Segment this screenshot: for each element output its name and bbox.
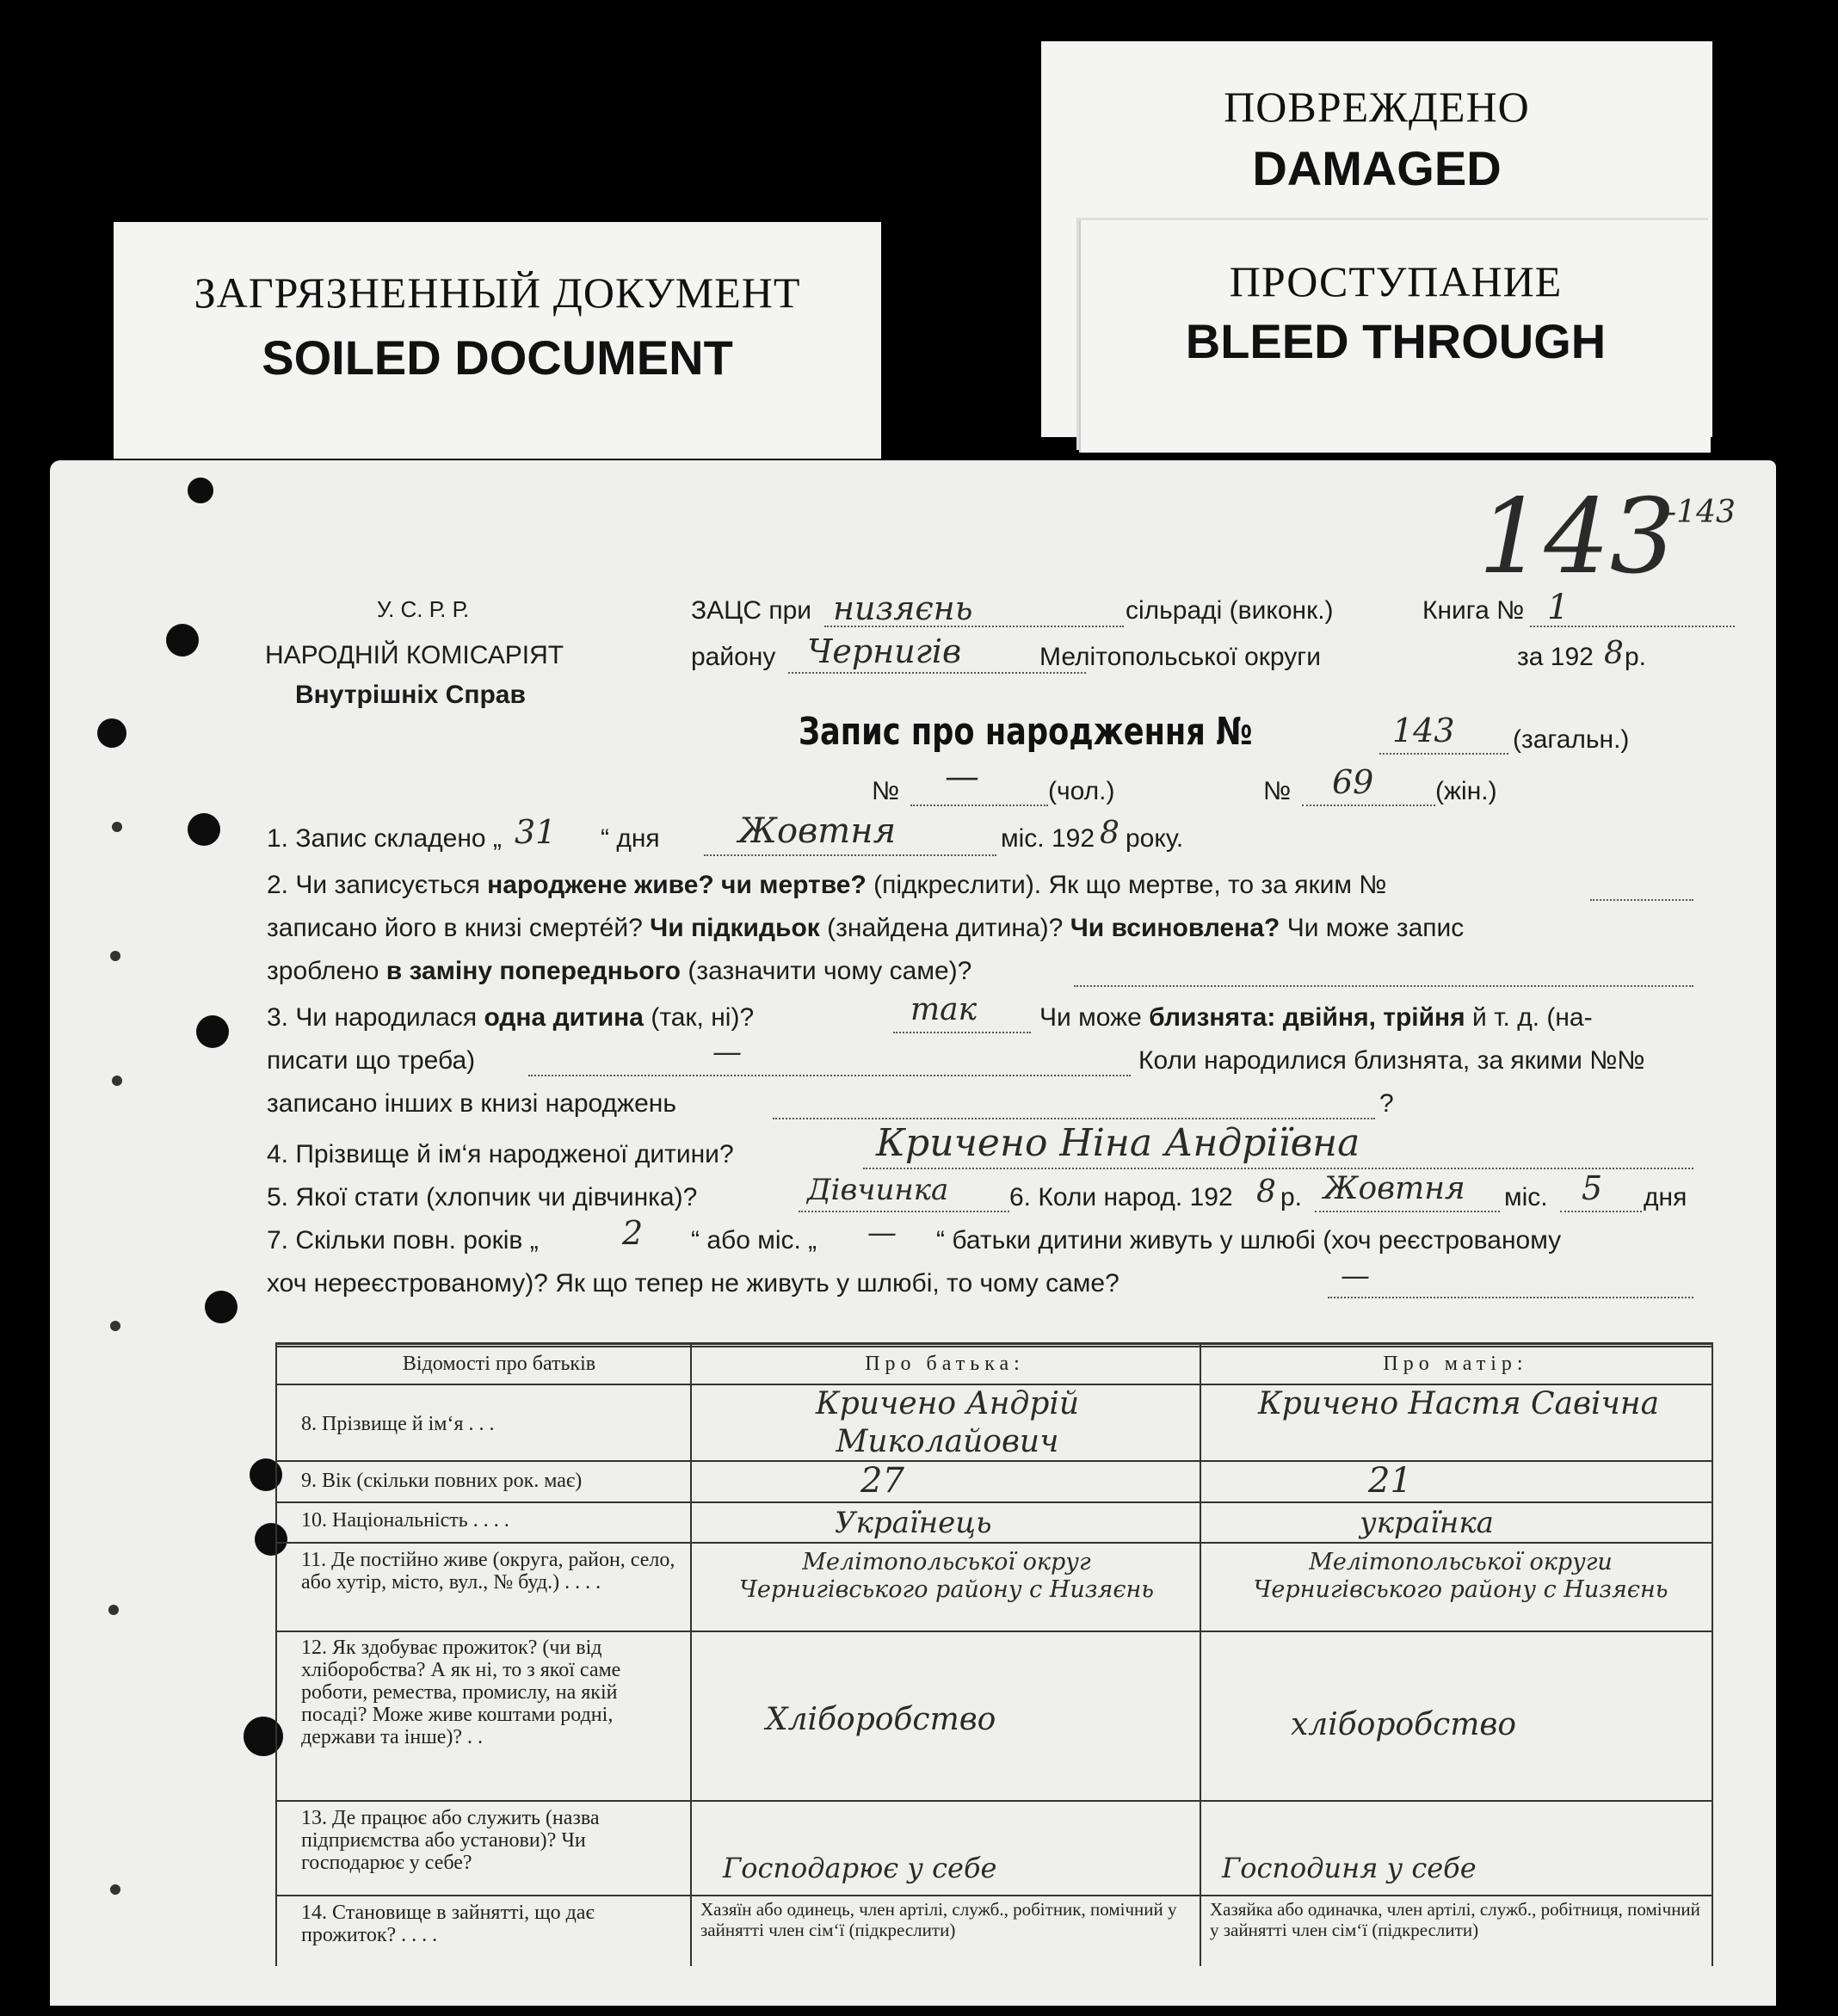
female-number: 69 bbox=[1332, 763, 1374, 801]
q7-years: 2 bbox=[622, 1214, 644, 1252]
q1-year: 8 bbox=[1100, 816, 1119, 851]
header-parents-info: Відомості про батьків bbox=[402, 1353, 596, 1375]
punch-hole-icon bbox=[110, 1884, 120, 1895]
commissariat-heading: НАРОДНІЙ КОМІСАРІЯТ bbox=[265, 641, 564, 669]
father-age: 27 bbox=[860, 1461, 904, 1501]
soiled-label-en: SOILED DOCUMENT bbox=[262, 330, 733, 385]
record-title: Запис про народження № bbox=[799, 710, 1253, 754]
q5-value: Дівчинка bbox=[807, 1173, 949, 1207]
punch-hole-icon bbox=[110, 1321, 120, 1331]
mother-workplace: Господиня у себе bbox=[1222, 1852, 1477, 1884]
q3-line1: 3. Чи народилася одна дитина (так, ні)? bbox=[267, 1003, 755, 1032]
q7-prefix: 7. Скільки повн. років „ bbox=[267, 1226, 539, 1255]
q7-line2: хоч нереєстрованому)? Як що тепер не живуть у шлюбі, то чому саме? bbox=[267, 1269, 1119, 1298]
bleed-through-label bbox=[1079, 220, 1711, 453]
q1-day: 31 bbox=[515, 813, 557, 851]
punch-hole-icon bbox=[97, 718, 126, 748]
q3-line2a: писати що треба) bbox=[267, 1046, 476, 1075]
birth-record-page bbox=[50, 460, 1776, 2006]
q2-line1: 2. Чи записується народжене живе? чи мертве? (підкреслити). Як що мертве, то за яким № bbox=[267, 871, 1387, 899]
header-mother: Про матір: bbox=[1383, 1353, 1528, 1375]
department-heading: Внутрішніх Справ bbox=[295, 681, 526, 709]
q3-value2: — bbox=[712, 1035, 742, 1070]
header-father: Про батька: bbox=[865, 1353, 1025, 1375]
parents-info-table bbox=[275, 1342, 1712, 1966]
bleed-label-ru: ПРОСТУПАНИЕ bbox=[1229, 257, 1563, 305]
mother-residence: Мелітопольської округи Чернигівського району с Низяєнь bbox=[1253, 1549, 1668, 1603]
father-occupation-status: Хазяїн або одинець, член артілі, служб., робітник, помічний у зайнятті член сім‘ї (підкреслити) bbox=[700, 1899, 1177, 1940]
row-label-11: 11. Де постійно живе (округа, район, село, або хутір, місто, вул., № буд.) . . . . bbox=[301, 1549, 675, 1594]
punch-hole-icon bbox=[110, 951, 120, 961]
q6-mis: міс. bbox=[1504, 1183, 1548, 1211]
page-number-stamp: 143 bbox=[1478, 478, 1676, 597]
year-label: за 192 bbox=[1517, 643, 1594, 671]
okrug-label: Мелітопольської округи bbox=[1039, 643, 1321, 671]
damaged-label-en: DAMAGED bbox=[1252, 141, 1502, 195]
male-number-prefix: № bbox=[872, 777, 900, 805]
q6-end: дня bbox=[1644, 1183, 1687, 1211]
male-label: (чол.) bbox=[1048, 777, 1115, 805]
page-number-small: -143 bbox=[1666, 495, 1736, 530]
q5-label: 5. Якої стати (хлопчик чи дівчинка)? bbox=[267, 1183, 698, 1211]
punch-hole-icon bbox=[166, 624, 199, 657]
punch-hole-icon bbox=[196, 1015, 229, 1048]
father-residence: Мелітопольської округ Чернигівського району с Низяєнь bbox=[739, 1549, 1154, 1603]
punch-hole-icon bbox=[108, 1605, 119, 1615]
q2-line3: зроблено в заміну попереднього (зазначити чому саме)? bbox=[267, 957, 972, 985]
father-name: Кричено Андрій Миколайович bbox=[815, 1386, 1080, 1459]
q7-months: — bbox=[867, 1216, 897, 1250]
row-label-8: 8. Прізвище й ім‘я . . . bbox=[301, 1413, 495, 1435]
q3-value: так bbox=[910, 992, 978, 1027]
state-heading: У. С. Р. Р. bbox=[377, 596, 470, 622]
year-suffix: р. bbox=[1625, 643, 1647, 671]
soiled-document-label bbox=[114, 222, 881, 459]
punch-hole-icon bbox=[188, 813, 220, 846]
row-label-14: 14. Становище в зайнятті, що дає прожиток? . . . . bbox=[301, 1902, 595, 1946]
mother-age: 21 bbox=[1368, 1461, 1412, 1501]
q1-prefix: 1. Запис складено „ bbox=[267, 824, 502, 853]
soiled-label-ru: ЗАГРЯЗНЕННЫЙ ДОКУМЕНТ bbox=[194, 268, 801, 317]
bleed-label-en: BLEED THROUGH bbox=[1185, 314, 1607, 368]
q6-year: 8 bbox=[1256, 1174, 1276, 1210]
row-label-12: 12. Як здобуває прожиток? (чи від хліборобства? А як ні, то з якої саме роботи, ремества, промислу, на якій посаді? Може живе коштами родні, держави та інше)? . . bbox=[301, 1637, 621, 1748]
father-workplace: Господарює у себе bbox=[723, 1852, 997, 1884]
q3-line3b: ? bbox=[1379, 1089, 1394, 1118]
q1-month: Жовтня bbox=[738, 811, 897, 851]
mother-name: Кричено Настя Савічна bbox=[1257, 1386, 1660, 1421]
q6-label: 6. Коли народ. 192 bbox=[1009, 1183, 1233, 1211]
q1-mid: “ дня bbox=[601, 824, 660, 853]
zags-label: ЗАЦС при bbox=[691, 596, 812, 625]
male-number: — bbox=[945, 757, 979, 797]
mother-livelihood: хліборобство bbox=[1291, 1707, 1517, 1742]
mother-nationality: українка bbox=[1360, 1506, 1494, 1540]
damaged-label-ru: ПОВРЕЖДЕНО bbox=[1224, 83, 1530, 131]
q7-mid: “ або міс. „ bbox=[691, 1226, 817, 1255]
year-value: 8 bbox=[1604, 636, 1624, 671]
district-value: Чернигів bbox=[807, 632, 962, 670]
district-label: району bbox=[691, 643, 776, 671]
punch-hole-icon bbox=[205, 1291, 237, 1323]
q6-day: 5 bbox=[1582, 1169, 1603, 1207]
q4-label: 4. Прізвище й ім‘я народженої дитини? bbox=[267, 1140, 734, 1168]
q7-value: — bbox=[1341, 1259, 1370, 1293]
female-label: (жін.) bbox=[1435, 777, 1497, 805]
female-number-prefix: № bbox=[1263, 777, 1292, 805]
q7-rest: “ батьки дитини живуть у шлюбі (хоч реєстрованому bbox=[936, 1226, 1562, 1255]
q6-r: р. bbox=[1280, 1183, 1303, 1211]
q6-month: Жовтня bbox=[1323, 1171, 1465, 1206]
row-label-10: 10. Національність . . . . bbox=[301, 1509, 509, 1532]
father-nationality: Українець bbox=[835, 1506, 992, 1540]
council-label: сільраді (виконк.) bbox=[1126, 596, 1334, 625]
q3-line1-rest: Чи може близнята: двійня, трійня й т. д. (на- bbox=[1039, 1003, 1593, 1032]
general-label: (загальн.) bbox=[1513, 725, 1630, 754]
q3-line3a: записано інших в книзі народжень bbox=[267, 1089, 677, 1118]
q4-value: Кричено Ніна Андріївна bbox=[876, 1121, 1360, 1165]
father-livelihood: Хліборобство bbox=[766, 1702, 996, 1737]
punch-hole-icon bbox=[112, 822, 122, 832]
row-label-13: 13. Де працює або служить (назва підприємства або установи)? Чи господарює у себе? bbox=[301, 1807, 600, 1874]
book-label: Книга № bbox=[1422, 596, 1525, 625]
q1-end: року. bbox=[1126, 824, 1184, 853]
q2-line2: записано його в книзі смерте́й? Чи підкидьок (знайдена дитина)? Чи всиновлена? Чи може запис bbox=[267, 914, 1465, 942]
mother-occupation-status: Хазяйка або одиначка, член артілі, служб., робітниця, помічний у зайнятті член сім‘ї (підкреслити) bbox=[1210, 1899, 1700, 1940]
punch-hole-icon bbox=[188, 478, 213, 503]
row-label-9: 9. Вік (скільки повних рок. має) bbox=[301, 1470, 583, 1492]
q3-line2b: Коли народилися близнята, за якими №№ bbox=[1138, 1046, 1645, 1075]
punch-hole-icon bbox=[112, 1076, 122, 1086]
q1-suffix: міс. 192 bbox=[1001, 824, 1095, 853]
zags-value: низяєнь bbox=[833, 589, 973, 627]
general-number: 143 bbox=[1392, 712, 1455, 749]
book-value: 1 bbox=[1547, 588, 1570, 627]
